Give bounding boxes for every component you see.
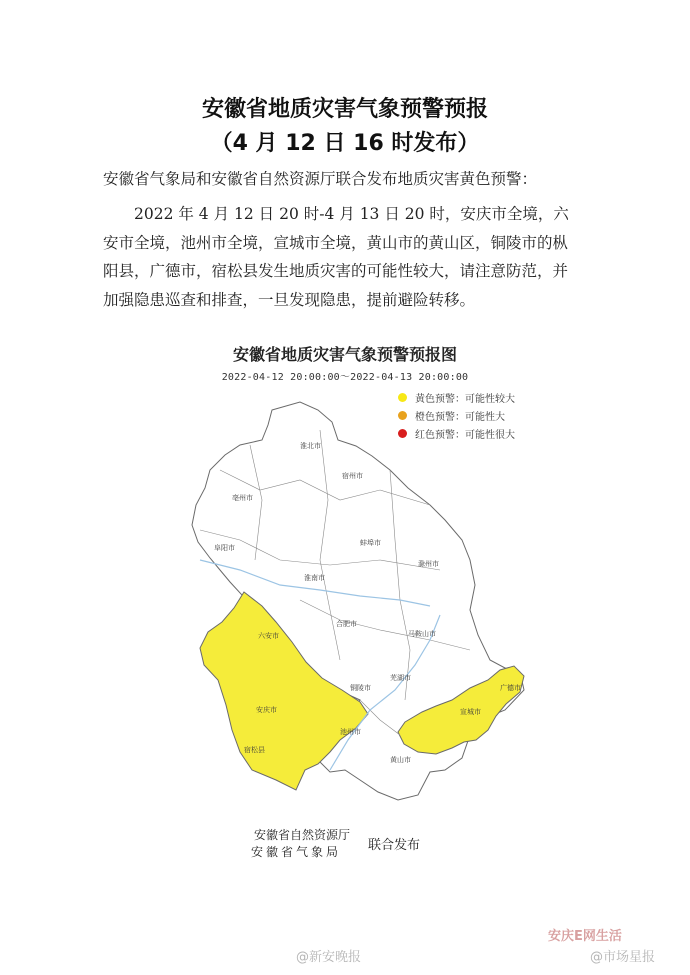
- legend-label-yellow: 黄色预警：可能性较大: [415, 393, 515, 405]
- map-label-xuancheng: 宣城市: [460, 708, 481, 716]
- map-label-tongling: 铜陵市: [350, 684, 371, 692]
- map-label-huaibei: 淮北市: [300, 442, 321, 450]
- map-label-huangshan: 黄山市: [390, 756, 411, 764]
- legend-dot-yellow: [398, 393, 407, 402]
- document-title: 安徽省地质灾害气象预警预报: [201, 97, 488, 122]
- map-time-range: 2022-04-12 20:00:00～2022-04-13 20:00:00: [221, 372, 469, 383]
- legend-dot-orange: [398, 411, 407, 420]
- map-label-chizhou: 池州市: [340, 728, 361, 736]
- map-label-anqing: 安庆市: [256, 706, 277, 714]
- map-label-liuan: 六安市: [258, 632, 279, 640]
- map-label-suzhou: 宿州市: [342, 472, 363, 480]
- map-label-susong: 宿松县: [244, 746, 265, 754]
- watermark-market-star: @市场星报: [590, 950, 656, 965]
- map-label-chuzhou: 滁州市: [418, 560, 439, 568]
- map-label-guangde: 广德市: [500, 684, 521, 692]
- map-label-wuhu: 芜湖市: [390, 674, 411, 682]
- legend-dot-red: [398, 429, 407, 438]
- map-label-maanshan: 马鞍山市: [408, 630, 436, 638]
- legend-item-yellow: [398, 388, 515, 406]
- map-label-huainan: 淮南市: [304, 574, 325, 582]
- document-subtitle: （4 月 12 日 16 时发布）: [210, 131, 480, 156]
- legend-label-red: 红色预警：可能性很大: [415, 429, 515, 441]
- legend-item-orange: [398, 406, 515, 424]
- intro-paragraph: 安徽省气象局和安徽省自然资源厅联合发布地质灾害黄色预警：: [103, 170, 538, 188]
- map-label-bengbu: 蚌埠市: [360, 539, 381, 547]
- issuer-meteorological-bureau: 安徽省气象局: [251, 845, 342, 859]
- watermark-xinan-evening: @新安晚报: [296, 950, 362, 965]
- map-label-hefei: 合肥市: [336, 620, 357, 628]
- watermark-brand: 安庆E网生活: [548, 929, 622, 944]
- warning-body-paragraph: 2022 年 4 月 12 日 20 时-4 月 13 日 20 时，安庆市全境，六安市全境，池州市全境，宣城市全境，黄山市的黄山区，铜陵市的枞阳县，广德市，宿松县发生地质灾害的可能性较大，请注意防范，并加强隐患巡查和排查，一旦发现隐患，提前避险转移。: [103, 205, 569, 309]
- issuer-natural-resources: 安徽省自然资源厅: [254, 828, 351, 842]
- joint-release-label: 联合发布: [368, 838, 421, 853]
- map-label-bozhou: 亳州市: [232, 494, 253, 502]
- map-legend: [398, 388, 515, 442]
- map-label-fuyang: 阜阳市: [214, 544, 235, 552]
- legend-item-red: [398, 424, 515, 442]
- legend-label-orange: 橙色预警：可能性大: [415, 411, 505, 423]
- map-title: 安徽省地质灾害气象预警预报图: [232, 345, 457, 364]
